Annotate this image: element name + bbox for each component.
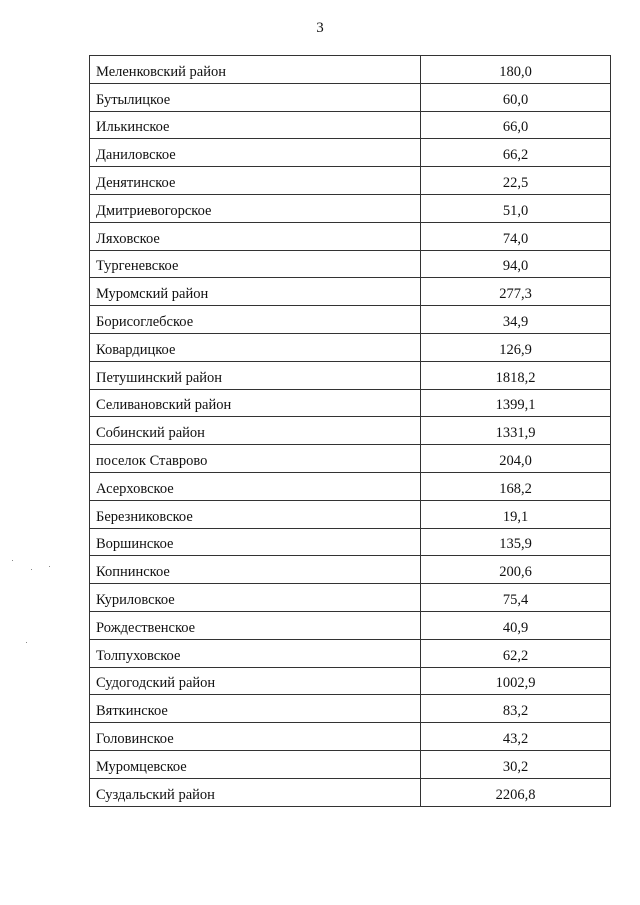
table-row — [90, 750, 611, 778]
scan-speck — [49, 566, 50, 567]
row-value-cell: 62,2 — [421, 639, 611, 667]
row-name-cell: Ляховское — [90, 222, 421, 250]
row-value-cell: 200,6 — [421, 556, 611, 584]
row-name-cell: Меленковский район — [90, 56, 421, 84]
allocation-table — [89, 55, 611, 807]
table-row — [90, 222, 611, 250]
row-name-cell: Селивановский район — [90, 389, 421, 417]
row-name-cell: Рождественское — [90, 611, 421, 639]
row-name-cell: Илькинское — [90, 111, 421, 139]
row-value-cell: 135,9 — [421, 528, 611, 556]
row-name-cell: Петушинский район — [90, 361, 421, 389]
table-row — [90, 472, 611, 500]
scan-speck — [26, 642, 27, 643]
table-row — [90, 111, 611, 139]
row-name-cell: Головинское — [90, 723, 421, 751]
page-number: 3 — [316, 20, 324, 36]
row-name-cell: Даниловское — [90, 139, 421, 167]
table-row — [90, 250, 611, 278]
table-row — [90, 278, 611, 306]
table-row — [90, 695, 611, 723]
row-name-cell: Бутылицкое — [90, 83, 421, 111]
table-row — [90, 445, 611, 473]
table-row — [90, 500, 611, 528]
row-name-cell: Судогодский район — [90, 667, 421, 695]
row-value-cell: 66,0 — [421, 111, 611, 139]
row-name-cell: Собинский район — [90, 417, 421, 445]
row-value-cell: 2206,8 — [421, 778, 611, 806]
row-value-cell: 204,0 — [421, 445, 611, 473]
row-value-cell: 83,2 — [421, 695, 611, 723]
row-value-cell: 30,2 — [421, 750, 611, 778]
table-row — [90, 611, 611, 639]
row-name-cell: Муромский район — [90, 278, 421, 306]
row-value-cell: 180,0 — [421, 56, 611, 84]
table-row — [90, 667, 611, 695]
row-name-cell: Тургеневское — [90, 250, 421, 278]
row-name-cell: поселок Ставрово — [90, 445, 421, 473]
row-name-cell: Борисоглебское — [90, 306, 421, 334]
row-name-cell: Воршинское — [90, 528, 421, 556]
table-row — [90, 361, 611, 389]
table-row — [90, 167, 611, 195]
row-value-cell: 43,2 — [421, 723, 611, 751]
row-value-cell: 277,3 — [421, 278, 611, 306]
row-name-cell: Ковардицкое — [90, 333, 421, 361]
scan-speck — [12, 560, 13, 561]
row-value-cell: 126,9 — [421, 333, 611, 361]
table-row — [90, 778, 611, 806]
row-value-cell: 94,0 — [421, 250, 611, 278]
row-value-cell: 66,2 — [421, 139, 611, 167]
row-value-cell: 74,0 — [421, 222, 611, 250]
row-name-cell: Толпуховское — [90, 639, 421, 667]
row-value-cell: 168,2 — [421, 472, 611, 500]
table-row — [90, 556, 611, 584]
scan-speck — [31, 569, 32, 570]
row-name-cell: Муромцевское — [90, 750, 421, 778]
row-value-cell: 34,9 — [421, 306, 611, 334]
table-row — [90, 417, 611, 445]
table-row — [90, 584, 611, 612]
row-name-cell: Куриловское — [90, 584, 421, 612]
row-name-cell: Асерховское — [90, 472, 421, 500]
row-value-cell: 51,0 — [421, 194, 611, 222]
row-value-cell: 75,4 — [421, 584, 611, 612]
row-value-cell: 60,0 — [421, 83, 611, 111]
row-value-cell: 1818,2 — [421, 361, 611, 389]
row-name-cell: Суздальский район — [90, 778, 421, 806]
table-row — [90, 83, 611, 111]
row-name-cell: Березниковское — [90, 500, 421, 528]
table-body — [90, 56, 611, 807]
row-value-cell: 40,9 — [421, 611, 611, 639]
table-row — [90, 639, 611, 667]
table-row — [90, 528, 611, 556]
row-name-cell: Денятинское — [90, 167, 421, 195]
row-value-cell: 22,5 — [421, 167, 611, 195]
table-row — [90, 333, 611, 361]
row-name-cell: Дмитриевогорское — [90, 194, 421, 222]
row-name-cell: Копнинское — [90, 556, 421, 584]
row-name-cell: Вяткинское — [90, 695, 421, 723]
table-row — [90, 306, 611, 334]
table-row — [90, 723, 611, 751]
table-row — [90, 389, 611, 417]
row-value-cell: 1331,9 — [421, 417, 611, 445]
table-row — [90, 56, 611, 84]
table-row — [90, 139, 611, 167]
table-row — [90, 194, 611, 222]
row-value-cell: 19,1 — [421, 500, 611, 528]
row-value-cell: 1002,9 — [421, 667, 611, 695]
row-value-cell: 1399,1 — [421, 389, 611, 417]
